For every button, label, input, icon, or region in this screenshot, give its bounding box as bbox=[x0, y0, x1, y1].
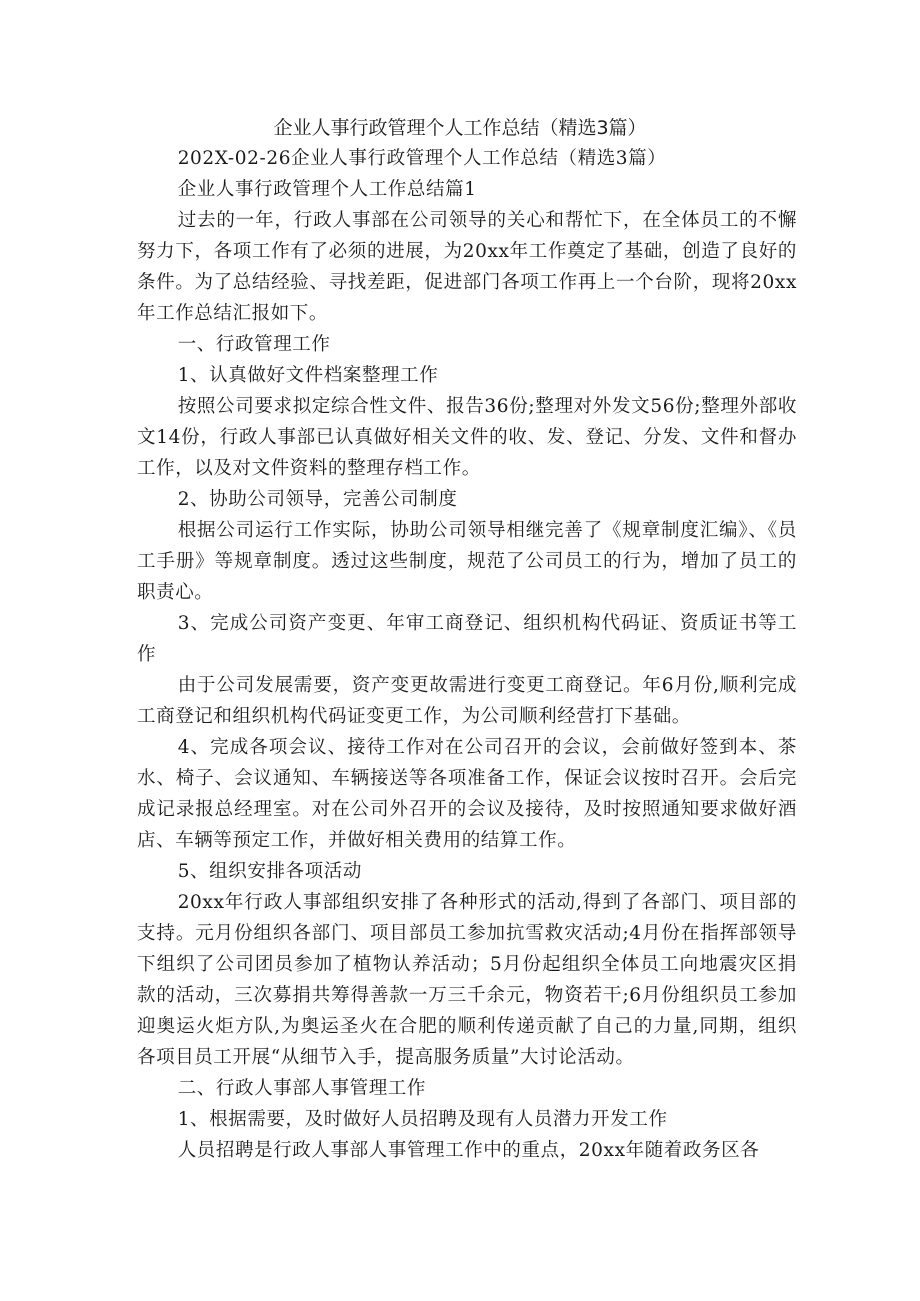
paragraph-regulations: 根据公司运行工作实际，协助公司领导相继完善了《规章制度汇编》、《员工手册》等规章制度。透过这些制度，规范了公司员工的行为，增加了员工的职责心。 bbox=[137, 520, 797, 603]
paragraph-activities: 20xx年行政人事部组织安排了各种形式的活动,得到了各部门、项目部的支持。元月份组织各部门、项目部员工参加抗雪救灾活动;4月份在指挥部领导下组织了公司团员参加了植物认养活动；5月份起组织全体员工向地震灾区捐款的活动，三次募捐共筹得善款一万三千余元，物资若干;6月份组织员工参加迎奥运火炬方队,为奥运圣火在合肥的顺利传递贡献了自己的力量,同期，组织各项目员工开展“从细节入手，提高服务质量”大讨论活动。 bbox=[137, 892, 797, 1068]
subheading-activities: 5、组织安排各项活动 bbox=[177, 861, 362, 882]
subheading-registration: 3、完成公司资产变更、年审工商登记、组织机构代码证、资质证书等工作 bbox=[137, 613, 797, 665]
heading-hr-work: 二、行政人事部人事管理工作 bbox=[177, 1078, 426, 1099]
intro-paragraph: 过去的一年，行政人事部在公司领导的关心和帮忙下，在全体员工的不懈努力下，各项工作有了必须的进展，为20xx年工作奠定了基础，创造了良好的条件。为了总结经验、寻找差距，促进部门各项工作再上一个台阶，现将20xx年工作总结汇报如下。 bbox=[137, 210, 797, 324]
paragraph-meetings: 4、完成各项会议、接待工作对在公司召开的会议，会前做好签到本、茶水、椅子、会议通知、车辆接送等各项准备工作，保证会议按时召开。会后完成记录报总经理室。对在公司外召开的会议及接待，及时按照通知要求做好酒店、车辆等预定工作，并做好相关费用的结算工作。 bbox=[137, 737, 797, 851]
subheading-regulations: 2、协助公司领导，完善公司制度 bbox=[177, 489, 458, 510]
date-line: 202X-02-26企业人事行政管理个人工作总结（精选3篇） bbox=[177, 148, 667, 169]
document-body bbox=[137, 143, 797, 1166]
paragraph-archives: 按照公司要求拟定综合性文件、报告36份;整理对外发文56份;整理外部收文14份，行政人事部已认真做好相关文件的收、发、登记、分发、文件和督办工作，以及对文件资料的整理存档工作。 bbox=[137, 396, 797, 479]
paragraph-registration: 由于公司发展需要，资产变更故需进行变更工商登记。年6月份,顺利完成工商登记和组织机构代码证变更工作，为公司顺利经营打下基础。 bbox=[137, 675, 797, 727]
document-title: 企业人事行政管理个人工作总结（精选3篇） bbox=[273, 117, 647, 139]
heading-admin-work: 一、行政管理工作 bbox=[177, 334, 331, 355]
subheading-archives: 1、认真做好文件档案整理工作 bbox=[177, 365, 439, 386]
section-title-1: 企业人事行政管理个人工作总结篇1 bbox=[177, 179, 477, 200]
paragraph-recruitment: 人员招聘是行政人事部人事管理工作中的重点，20xx年随着政务区各 bbox=[177, 1140, 760, 1161]
subheading-recruitment: 1、根据需要，及时做好人员招聘及现有人员潜力开发工作 bbox=[177, 1109, 668, 1130]
